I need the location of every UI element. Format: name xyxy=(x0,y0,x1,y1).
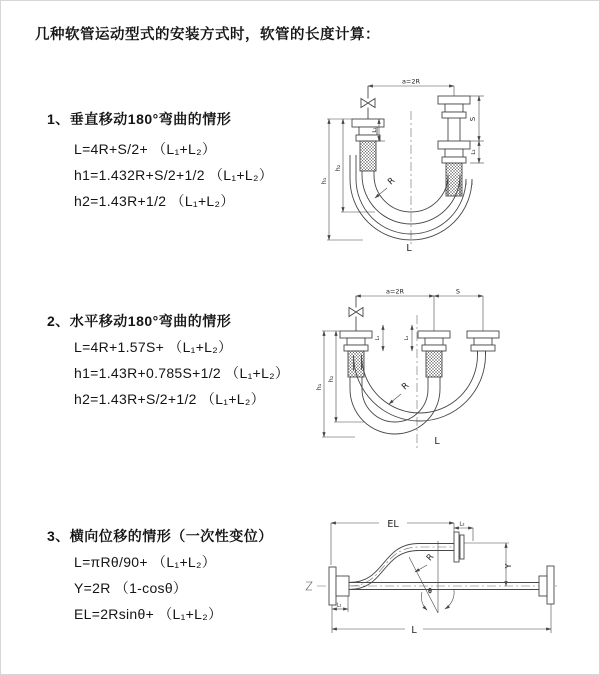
section-2-formula-l: L=4R+1.57S+ （L₁+L₂） xyxy=(74,339,233,355)
length-label: L xyxy=(434,436,440,447)
radius-label: R xyxy=(386,175,398,188)
section-3-heading: 3、横向位移的情形（一次性变位） xyxy=(47,528,273,544)
dim-a-2r xyxy=(368,78,454,97)
dim-l1 xyxy=(375,325,383,351)
upper-right-flange xyxy=(454,532,464,562)
dim-a-2r-label: a=2R xyxy=(385,287,405,296)
dim-h1-label: h₁ xyxy=(315,383,323,391)
dim-el-label: EL xyxy=(387,519,399,530)
centerline-break-mark xyxy=(306,582,312,590)
u-bend-hose-curves xyxy=(350,351,486,434)
dim-l1-label: L₁ xyxy=(372,127,378,133)
section-2-heading: 2、水平移动180°弯曲的情形 xyxy=(47,313,232,329)
dim-l2-label: L₂ xyxy=(404,335,410,341)
lower-right-flange xyxy=(539,566,554,604)
dim-l2-label: L₂ xyxy=(459,521,465,528)
right-pipe-flanges xyxy=(438,96,470,196)
middle-pipe-flange xyxy=(418,331,450,377)
dim-s xyxy=(434,288,483,332)
left-pipe-flange xyxy=(340,331,372,377)
section-2-formula-h1: h1=1.43R+0.785S+1/2 （L₁+L₂） xyxy=(74,365,290,381)
dim-l2-label: L₂ xyxy=(471,149,477,155)
section-3-formula-el: EL=2Rsinθ+ （L₁+L₂） xyxy=(74,606,223,622)
dim-h1-label: h₁ xyxy=(320,177,328,185)
section-1-formula-h1: h1=1.432R+S/2+1/2 （L₁+L₂） xyxy=(74,167,274,183)
diagram-horizontal-180-bend xyxy=(313,285,591,463)
dim-a-2r-label: a=2R xyxy=(401,77,421,86)
page-title: 几种软管运动型式的安装方式时，软管的长度计算： xyxy=(35,27,380,43)
dim-l2 xyxy=(471,141,479,163)
braided-hose-section xyxy=(426,351,442,377)
radius-label: R xyxy=(400,380,412,393)
dim-el xyxy=(331,519,454,565)
section-1-heading: 1、垂直移动180°弯曲的情形 xyxy=(47,111,232,127)
section-3-formula-y: Y=2R （1-cosθ） xyxy=(74,580,188,596)
radius-callout xyxy=(389,381,411,404)
section-3-formula-l: L=πRθ/90+ （L₁+L₂） xyxy=(74,554,217,570)
theta-label: θ xyxy=(428,588,432,595)
radius-callout xyxy=(375,176,397,198)
section-2-formula-h2: h2=1.43R+S/2+1/2 （L₁+L₂） xyxy=(74,391,265,407)
dim-l1-label: L₁ xyxy=(375,335,381,341)
dim-s-label: S xyxy=(455,287,461,296)
dim-l xyxy=(332,604,551,636)
right-pipe-flange xyxy=(467,331,499,355)
diagram-vertical-180-bend xyxy=(313,75,583,257)
radius-callout xyxy=(415,552,436,572)
radius-label: R xyxy=(424,552,437,564)
dim-l2 xyxy=(404,325,412,351)
dim-l-label: L xyxy=(411,625,417,636)
lower-left-flange xyxy=(329,567,349,605)
dim-s-label: S xyxy=(469,116,477,122)
angle-construction xyxy=(409,541,454,613)
dim-h2-label: h₂ xyxy=(327,375,335,383)
dim-h2-label: h₂ xyxy=(334,164,342,172)
length-label: L xyxy=(406,243,412,254)
valve-icon xyxy=(349,296,363,331)
dim-l1-label: L₁ xyxy=(336,602,342,609)
braided-hose-section xyxy=(360,141,376,171)
section-1-formula-h2: h2=1.43R+1/2 （L₁+L₂） xyxy=(74,193,235,209)
diagram-lateral-displacement xyxy=(301,499,591,647)
dim-y xyxy=(464,543,513,586)
section-1-formula-l: L=4R+S/2+ （L₁+L₂） xyxy=(74,141,217,157)
valve-icon xyxy=(361,86,375,119)
dim-a-2r xyxy=(356,288,434,297)
dim-y-label: Y xyxy=(504,563,513,569)
